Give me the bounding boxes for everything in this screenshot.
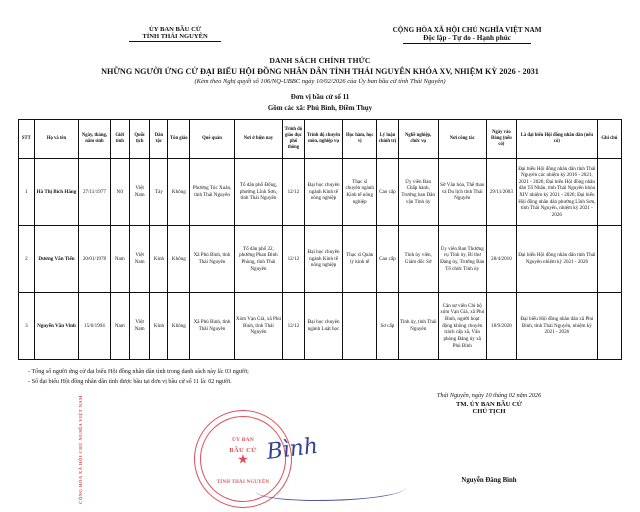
document-header <box>18 26 622 44</box>
signer-name: Nguyễn Đăng Bình <box>461 476 517 484</box>
col-note: Ghi chú <box>597 120 621 159</box>
signature-area <box>18 392 622 512</box>
cell-academic-title: Thạc sĩ Quản lý kinh tế <box>343 226 377 293</box>
cell-political-theory: Sơ cấp <box>377 293 399 360</box>
cell-qualification: Đại học chuyên ngành Kinh tế nông nghiệp <box>304 159 343 226</box>
issuing-authority-line2: TỈNH THÁI NGUYÊN <box>38 33 312 42</box>
cell-nationality: Việt Nam <box>129 159 150 226</box>
col-workplace: Nơi công tác <box>438 120 486 159</box>
seal-line-1: ỦY BAN <box>231 436 255 443</box>
cell-dob: 27/11/1977 <box>79 159 110 226</box>
col-deputy-history: Là đại biểu Hội đồng nhân dân (nếu có) <box>516 120 597 159</box>
col-party-date: Ngày vào Đảng (nếu có) <box>486 120 516 159</box>
cell-education: 12/12 <box>283 293 305 360</box>
col-nationality: Quốc tịch <box>129 120 150 159</box>
cell-academic-title <box>343 293 377 360</box>
note-total-candidates: - Tổng số người ứng cử đại biểu Hội đồng nhân dân tỉnh trong danh sách này là: 03 người; <box>28 367 622 377</box>
seal-line-2: BẦU CỬ <box>229 446 257 454</box>
signature-block <box>384 392 594 484</box>
cell-gender: Nữ <box>110 159 129 226</box>
cell-deputy-history: Đại biểu Hội đồng nhân dân tỉnh Thái Nguyên các nhiệm kỳ 2016 - 2021, 2021 - 2026; Đại biểu Hội đồng nhân dân Tổ Nhân, tỉnh Thái Nguyên khóa XIV nhiệm kỳ 2021 - 2026; Đại biểu Hội đồng nhân dân phường Lĩnh Sơn, tỉnh Thái Nguyên, nhiệm kỳ 2021 - 2026 <box>516 159 597 226</box>
cell-education: 12/12 <box>283 159 305 226</box>
cell-qualification: Đại học chuyên ngành Luật học <box>304 293 343 360</box>
col-political-theory: Lý luận chính trị <box>377 120 399 159</box>
cell-ethnicity: Tày <box>150 159 168 226</box>
signature-date: Thái Nguyên, ngày 10 tháng 02 năm 2026 <box>436 391 542 399</box>
electoral-unit-communes: Gồm các xã: Phú Bình, Điềm Thụy <box>267 103 373 112</box>
table-row <box>19 159 622 226</box>
cell-hometown: Xã Phú Bình, tỉnh Thái Nguyên <box>190 293 235 360</box>
cell-stt: 2 <box>19 226 35 293</box>
cell-stt: 1 <box>19 159 35 226</box>
col-residence: Nơi ở hiện nay <box>234 120 282 159</box>
cell-occupation: Tỉnh ủy viên, Giám đốc Sở <box>398 226 438 293</box>
signature-role-line1: TM. ỦY BAN BẦU CỬ <box>456 400 522 408</box>
document-title-block <box>18 56 622 85</box>
cell-political-theory: Cao cấp <box>377 226 399 293</box>
cell-residence: Tổ dân phố Đống, phường Lĩnh Sơn, tỉnh Thái Nguyên <box>234 159 282 226</box>
electoral-unit-block <box>18 92 622 113</box>
table-header-row <box>19 120 622 159</box>
cell-residence: Tổ dân phố 22, phường Phan Đình Phùng, tỉnh Thái Nguyên <box>234 226 282 293</box>
col-academic-title: Học hàm, học vị <box>343 120 377 159</box>
cell-party-date: 29/11/2003 <box>486 159 516 226</box>
col-gender: Giới tính <box>110 120 129 159</box>
cell-note <box>597 159 621 226</box>
title-reference: (Kèm theo Nghị quyết số 106/NQ-UBBC ngày 10/02/2026 của Ủy ban bầu cử tỉnh Thái Nguyên) <box>194 78 446 85</box>
col-stt: STT <box>19 120 35 159</box>
national-title: CỘNG HÒA XÃ HỘI CHỦ NGHĨA VIỆT NAM <box>392 26 542 34</box>
candidates-table <box>18 119 622 360</box>
cell-ethnicity: Kinh <box>150 293 168 360</box>
cell-nationality: Việt Nam <box>129 293 150 360</box>
header-left-block <box>18 26 312 42</box>
cell-qualification: Đại học chuyên ngành Kinh tế nông nghiệp <box>304 226 343 293</box>
summary-notes <box>18 367 622 388</box>
title-line-2: NHỮNG NGƯỜI ỨNG CỬ ĐẠI BIỂU HỘI ĐỒNG NHÂN DÂN TỈNH THÁI NGUYÊN KHÓA XV, NHIỆM KỲ 2026 - 2031 <box>101 67 539 76</box>
cell-fullname: Hà Thị Bích Hằng <box>34 159 79 226</box>
vertical-stamp-strip: CỘNG HÒA XÃ HỘI CHỦ NGHĨA VIỆT NAM <box>78 395 83 505</box>
cell-occupation: Ủy viên Ban Chấp hành, Trưởng ban Dân vận Tỉnh ủy <box>398 159 438 226</box>
cell-hometown: Phường Túc Xuân, tỉnh Thái Nguyên <box>190 159 235 226</box>
cell-fullname: Dương Văn Tiến <box>34 226 79 293</box>
cell-gender: Nam <box>110 293 129 360</box>
cell-religion: Không <box>168 293 190 360</box>
header-right-block <box>312 26 622 44</box>
cell-party-date: 28/4/2010 <box>486 226 516 293</box>
title-line-1: DANH SÁCH CHÍNH THỨC <box>269 56 371 65</box>
cell-political-theory: Cao cấp <box>377 159 399 226</box>
cell-workplace: Cán sự viên Chi bộ xóm Vạn Già, xã Phú Bình, người hoạt động không chuyên trách cấp xã, Văn phòng Đảng ủy xã Phú Bình <box>438 293 486 360</box>
cell-party-date: 18/9/2020 <box>486 293 516 360</box>
cell-workplace: Sở Văn hóa, Thể thao và Du lịch tỉnh Thái Nguyên <box>438 159 486 226</box>
national-motto: Độc lập - Tự do - Hạnh phúc <box>312 34 622 44</box>
signature-role-line2: CHỦ TỊCH <box>472 407 506 415</box>
cell-gender: Nam <box>110 226 129 293</box>
cell-nationality: Việt Nam <box>129 226 150 293</box>
col-education: Trình độ giáo dục phổ thông <box>283 120 305 159</box>
table-row <box>19 226 622 293</box>
cell-occupation: Tỉnh ủy, tỉnh Thái Nguyên <box>398 293 438 360</box>
cell-deputy-history: Đại biểu Hội đồng nhân dân xã Phú Bình, tỉnh Thái Nguyên, nhiệm kỳ 2021 - 2026 <box>516 293 597 360</box>
col-hometown: Quê quán <box>190 120 235 159</box>
col-ethnicity: Dân tộc <box>150 120 168 159</box>
col-qualification: Trình độ chuyên môn, nghiệp vụ <box>304 120 343 159</box>
electoral-unit-number: Đơn vị bầu cử số 11 <box>290 93 350 101</box>
note-seats-available: - Số đại biểu Hội đồng nhân dân tỉnh được bầu tại đơn vị bầu cử số 11 là: 02 người. <box>28 377 622 387</box>
cell-dob: 15/6/1994 <box>79 293 110 360</box>
cell-academic-title: Thạc sĩ chuyên ngành Kinh tế nông nghiệp <box>343 159 377 226</box>
cell-stt: 3 <box>19 293 35 360</box>
col-occupation: Nghề nghiệp, chức vụ <box>398 120 438 159</box>
cell-note <box>597 293 621 360</box>
cell-education: 12/12 <box>283 226 305 293</box>
cell-hometown: Xã Phú Bình, tỉnh Thái Nguyên <box>190 226 235 293</box>
cell-dob: 20/01/1978 <box>79 226 110 293</box>
cell-note <box>597 226 621 293</box>
cell-residence: Xóm Vạn Già, xã Phú Bình, tỉnh Thái Nguyên <box>234 293 282 360</box>
col-fullname: Họ và tên <box>34 120 79 159</box>
seal-star-icon: ★ <box>237 451 249 467</box>
col-religion: Tôn giáo <box>168 120 190 159</box>
seal-line-3: TỈNH THÁI NGUYÊN <box>216 479 270 485</box>
cell-fullname: Nguyễn Văn Vinh <box>34 293 79 360</box>
cell-deputy-history: Đại biểu Hội đồng nhân dân tỉnh Thái Nguyên nhiệm kỳ 2021 - 2026 <box>516 226 597 293</box>
issuing-authority-line1: ỦY BAN BẦU CỬ <box>149 26 202 33</box>
table-row <box>19 293 622 360</box>
cell-religion: Không <box>168 226 190 293</box>
cell-religion: Không <box>168 159 190 226</box>
col-dob: Ngày, tháng, năm sinh <box>79 120 110 159</box>
cell-ethnicity: Kinh <box>150 226 168 293</box>
handwritten-signature: Bình <box>265 433 320 465</box>
cell-workplace: Ủy viên Ban Thường vụ Tỉnh ủy, Bí thư Đảng ủy, Trưởng Ban Tổ chức Tỉnh ủy <box>438 226 486 293</box>
